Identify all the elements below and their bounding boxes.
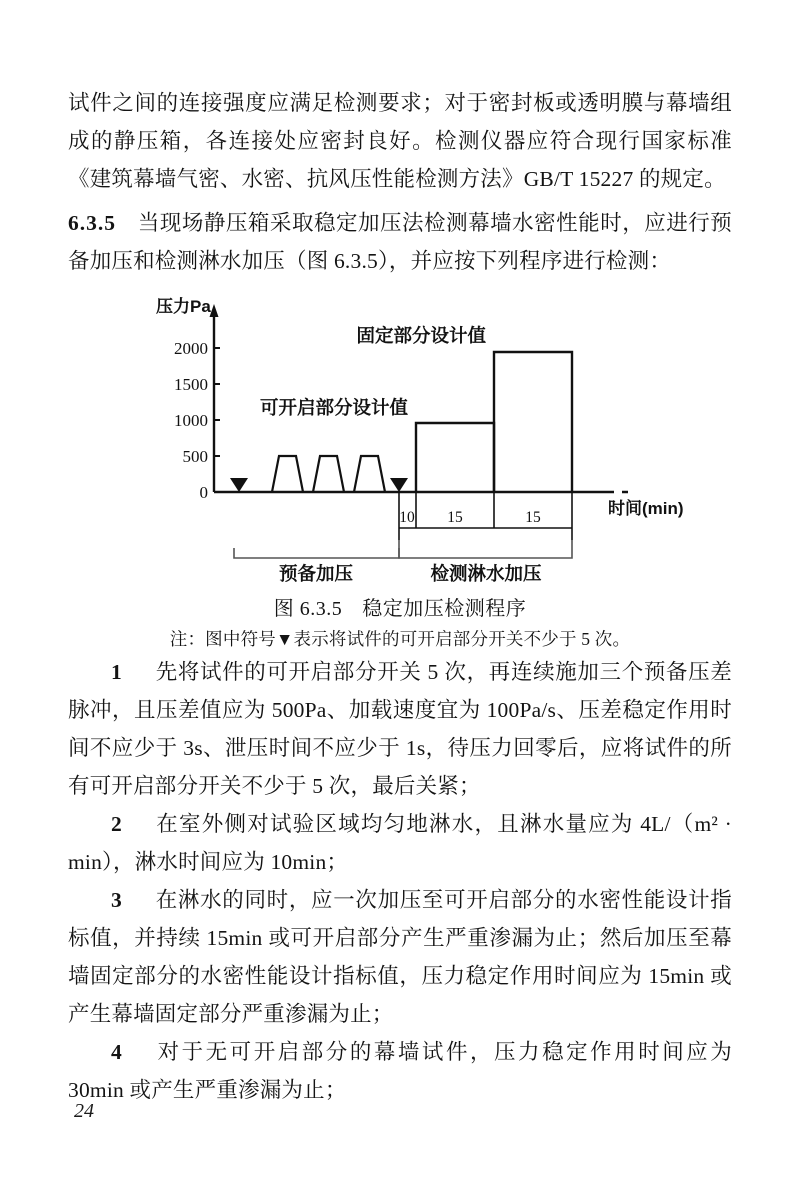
bar-openable-design-value — [416, 423, 494, 492]
page-content — [68, 84, 732, 1109]
list-item-3-number: 3 — [111, 888, 122, 912]
figure-6-3-5 — [68, 292, 732, 592]
figure-caption-title: 稳定加压检测程序 — [362, 598, 527, 620]
figure-caption — [68, 594, 732, 624]
list-item-1-number: 1 — [111, 660, 122, 684]
pulse-1 — [272, 456, 303, 492]
label-openable-design-value: 可开启部分设计值 — [259, 397, 408, 418]
figure-caption-number: 图 6.3.5 — [273, 598, 343, 620]
duration-dimension-group — [399, 492, 572, 540]
page-number: 24 — [74, 1100, 94, 1122]
phase-label-prep: 预备加压 — [278, 563, 354, 584]
prep-pressure-pulses — [272, 456, 385, 492]
clause-body: 当现场静压箱采取稳定加压法检测幕墙水密性能时，应进行预备加压和检测淋水加压（图 6.3.5），并应按下列程序进行检测： — [68, 211, 732, 273]
duration-15-a: 15 — [447, 509, 463, 526]
phase-label-spray: 检测淋水加压 — [430, 563, 542, 584]
bracket-prep — [234, 548, 399, 558]
x-axis-title: 时间(min) — [608, 499, 684, 518]
list-item-2-number: 2 — [111, 812, 122, 836]
figure-note: 注：图中符号▼表示将试件的可开启部分开关不少于 5 次。 — [169, 629, 631, 649]
list-item-2 — [68, 805, 732, 881]
pulse-3 — [354, 456, 385, 492]
y-label-0: 0 — [199, 483, 208, 502]
clause-number: 6.3.5 — [68, 211, 116, 235]
marker-open-close-1-icon — [230, 478, 248, 492]
list-item-4-number: 4 — [111, 1040, 122, 1064]
y-label-2000: 2000 — [174, 339, 208, 358]
list-item-4 — [68, 1033, 732, 1109]
duration-10: 10 — [399, 509, 415, 526]
phase-bracket-group — [234, 540, 572, 558]
y-label-500: 500 — [182, 447, 208, 466]
duration-15-b: 15 — [525, 509, 541, 526]
y-axis-title: 压力Pa — [156, 297, 211, 316]
list-item-1 — [68, 653, 732, 805]
marker-open-close-2-icon — [390, 478, 408, 492]
pressure-procedure-chart — [68, 292, 732, 592]
y-axis-arrow — [210, 304, 219, 317]
list-item-3 — [68, 881, 732, 1033]
list-item-1-text: 先将试件的可开启部分开关 5 次，再连续施加三个预备压差脉冲，且压差值应为 500Pa、加载速度宜为 100Pa/s、压差稳定作用时间不应少于 3s、泄压时间不应少于 1s，待压力回零后，应将试件的所有可开启部分开关不少于 5 次，最后关紧； — [68, 660, 732, 798]
list-item-3-text: 在淋水的同时，应一次加压至可开启部分的水密性能设计指标值，并持续 15min 或可开启部分产生严重渗漏为止；然后加压至幕墙固定部分的水密性能设计指标值，压力稳定作用时间应为 15min 或产生幕墙固定部分严重渗漏为止； — [68, 888, 732, 1026]
bar-fixed-design-value — [494, 352, 572, 492]
paragraph-intro: 试件之间的连接强度应满足检测要求；对于密封板或透明膜与幕墙组成的静压箱，各连接处应密封良好。检测仪器应符合现行国家标准《建筑幕墙气密、水密、抗风压性能检测方法》GB/T 15227 的规定。 — [68, 91, 732, 191]
list-item-2-text: 在室外侧对试验区域均匀地淋水，且淋水量应为 4L/（m² · min），淋水时间应为 10min； — [68, 812, 732, 874]
clause-6-3-5 — [68, 204, 732, 280]
label-fixed-design-value: 固定部分设计值 — [356, 325, 486, 346]
y-label-1500: 1500 — [174, 375, 208, 394]
pulse-2 — [313, 456, 344, 492]
list-item-4-text: 对于无可开启部分的幕墙试件，压力稳定作用时间应为 30min 或产生严重渗漏为止； — [68, 1040, 732, 1102]
y-label-1000: 1000 — [174, 411, 208, 430]
bracket-spray — [399, 540, 572, 558]
